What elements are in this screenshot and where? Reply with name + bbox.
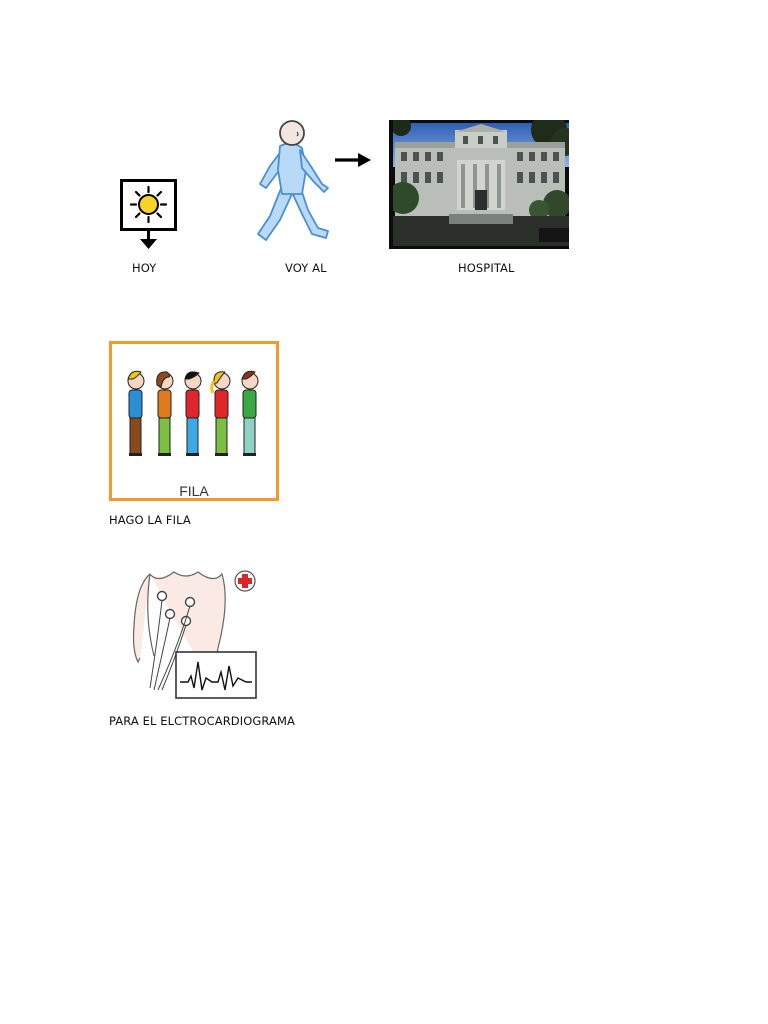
today-pictogram — [120, 179, 178, 251]
queue-caption: HAGO LA FILA — [109, 513, 191, 527]
walking-person-icon — [252, 118, 334, 246]
ecg-caption: PARA EL ELCTROCARDIOGRAMA — [109, 714, 295, 728]
go-caption: VOY AL — [285, 261, 327, 275]
medical-cross-icon — [235, 571, 255, 591]
arrow-right-icon — [334, 151, 372, 169]
sun-calendar-icon — [120, 179, 178, 251]
walking-person-pictogram — [252, 118, 334, 246]
queue-symbol-text: FILA — [179, 483, 209, 499]
ecg-pictogram — [128, 566, 260, 700]
today-caption: HOY — [132, 261, 157, 275]
hospital-caption: HOSPITAL — [458, 261, 515, 275]
hospital-photo — [389, 120, 569, 249]
queue-pictogram — [109, 341, 279, 501]
